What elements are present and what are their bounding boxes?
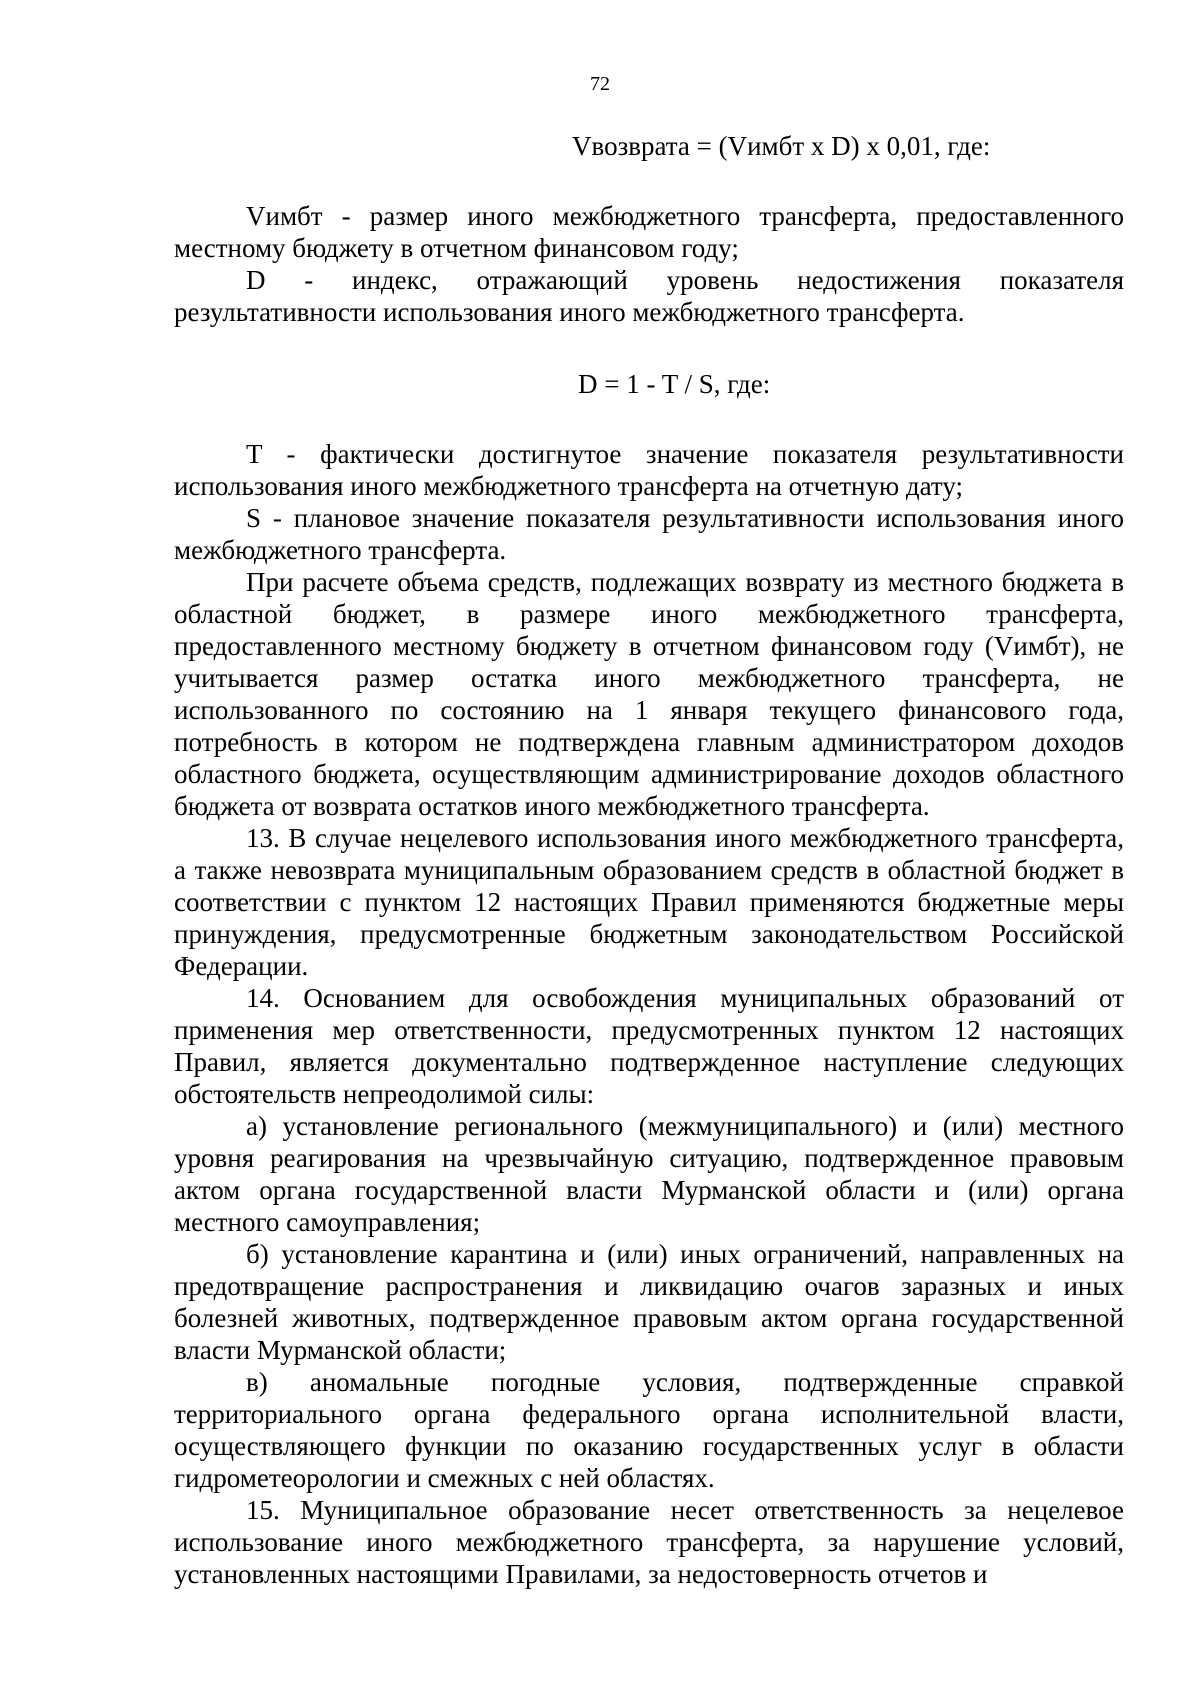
paragraph-s-definition: S - плановое значение показателя результативности использования иного межбюджетного трансферта. — [174, 503, 1124, 565]
paragraph-item-14-a: а) установление регионального (межмуниципального) и (или) местного уровня реагирования на чрезвычайную ситуацию, подтвержденное правовым актом органа государственной власти Мурманской области и (или) органа местного самоуправления; — [174, 1111, 1124, 1237]
paragraph-item-14-v: в) аномальные погодные условия, подтвержденные справкой территориального органа федерального органа исполнительной власти, осуществляющего функции по оказанию государственных услуг в области гидрометеорологии и смежных с ней областях. — [174, 1367, 1124, 1493]
formula-refund-volume: Vвозврата = (Vимбт x D) x 0,01, где: — [572, 131, 991, 161]
paragraph-item-14-b: б) установление карантина и (или) иных ограничений, направленных на предотвращение распространения и ликвидацию очагов заразных и иных болезней животных, подтвержденное правовым актом органа государственной власти Мурманской области; — [174, 1239, 1124, 1365]
paragraph-vimbt-definition: Vимбт - размер иного межбюджетного трансферта, предоставленного местному бюджету в отчетном финансовом году; — [174, 201, 1124, 263]
paragraph-item-13: 13. В случае нецелевого использования иного межбюджетного трансферта, а также невозврата муниципальным образованием средств в областной бюджет в соответствии с пунктом 12 настоящих Правил применяются бюджетные меры принуждения, предусмотренные бюджетным законодательством Российской Федерации. — [174, 823, 1124, 981]
formula-index-d: D = 1 - T / S, где: — [578, 369, 771, 399]
page-content — [174, 130, 1124, 1590]
paragraph-d-definition: D - индекс, отражающий уровень недостижения показателя результативности использования иного межбюджетного трансферта. — [174, 265, 1124, 327]
paragraph-item-15: 15. Муниципальное образование несет ответственность за нецелевое использование иного межбюджетного трансферта, за нарушение условий, установленных настоящими Правилами, за недостоверность отчетов и — [174, 1495, 1124, 1589]
paragraph-item-14: 14. Основанием для освобождения муниципальных образований от применения мер ответственности, предусмотренных пунктом 12 настоящих Правил, является документально подтвержденное наступление следующих обстоятельств непреодолимой силы: — [174, 983, 1124, 1109]
page-number: 72 — [590, 73, 610, 95]
paragraph-t-definition: T - фактически достигнутое значение показателя результативности использования иного межбюджетного трансферта на отчетную дату; — [174, 439, 1124, 501]
paragraph-calculation-note: При расчете объема средств, подлежащих возврату из местного бюджета в областной бюджет, в размере иного межбюджетного трансферта, предоставленного местному бюджету в отчетном финансовом году (Vимбт), не учитывается размер остатка иного межбюджетного трансферта, не использованного по состоянию на 1 января текущего финансового года, потребность в котором не подтверждена главным администратором доходов областного бюджета, осуществляющим администрирование доходов областного бюджета от возврата остатков иного межбюджетного трансферта. — [174, 567, 1124, 821]
